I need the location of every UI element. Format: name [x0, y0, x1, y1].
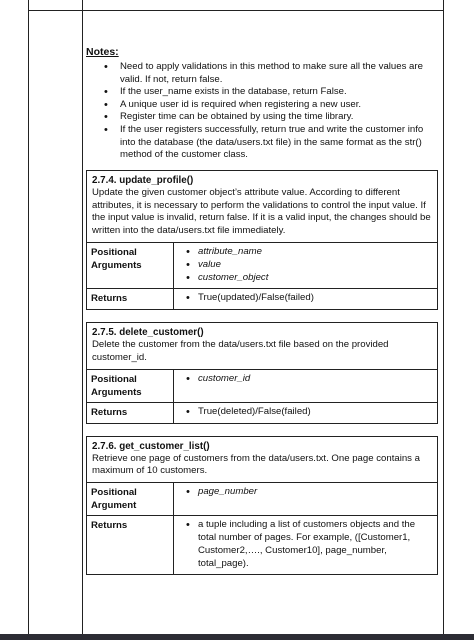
section-description: Retrieve one page of customers from the data/users.txt. One page contains a maximum of 10 customers.	[92, 452, 420, 477]
argument-item: • attribute_name	[178, 246, 433, 259]
row-value	[174, 483, 437, 515]
row-value	[174, 403, 437, 423]
notes-list	[86, 61, 438, 162]
notes-item: • A unique user id is required when registering a new user.	[86, 99, 438, 112]
returns-row	[87, 289, 437, 309]
notes-item: • If the user registers successfully, return true and write the customer info into the database (the data/users.txt file) in the same format as the str() method of the customer class.	[86, 124, 438, 162]
arguments-row	[87, 483, 437, 516]
frame-column-divider	[82, 0, 83, 634]
notes-item: • Register time can be obtained by using the time library.	[86, 111, 438, 124]
returns-row	[87, 516, 437, 574]
row-label: Positional Arguments	[87, 243, 174, 288]
argument-item: • page_number	[178, 486, 433, 499]
row-value	[174, 516, 437, 574]
arguments-row	[87, 243, 437, 289]
row-label: Positional Argument	[87, 483, 174, 515]
section-delete-customer	[86, 322, 438, 423]
return-item: • True(deleted)/False(failed)	[178, 406, 433, 419]
section-header	[87, 437, 437, 484]
section-title: 2.7.6. get_customer_list()	[92, 440, 210, 452]
row-label: Returns	[87, 516, 174, 574]
notes-item: • If the user_name exists in the database, return False.	[86, 86, 438, 99]
section-header	[87, 171, 437, 243]
section-update-profile	[86, 170, 438, 310]
return-item: • True(updated)/False(failed)	[178, 292, 433, 305]
notes-item: • Need to apply validations in this method to make sure all the values are valid. If not, return false.	[86, 61, 438, 86]
section-title: 2.7.4. update_profile()	[92, 174, 194, 186]
row-value	[174, 370, 437, 402]
section-title: 2.7.5. delete_customer()	[92, 327, 204, 339]
row-label: Returns	[87, 289, 174, 309]
frame-right-border	[443, 0, 444, 634]
section-get-customer-list	[86, 436, 438, 576]
row-label: Returns	[87, 403, 174, 423]
returns-row	[87, 403, 437, 423]
section-header	[87, 323, 437, 370]
argument-item: • value	[178, 259, 433, 272]
row-value	[174, 289, 437, 309]
frame-top-border	[28, 10, 444, 11]
argument-item: • customer_id	[178, 373, 433, 386]
row-value	[174, 243, 437, 288]
frame-left-border	[28, 0, 29, 634]
notes-block	[86, 46, 438, 162]
return-item: • a tuple including a list of customers objects and the total number of pages. For example, ([Customer1, Customer2,…., Customer10], page_number, total_page).	[178, 519, 433, 570]
notes-title: Notes:	[86, 46, 119, 58]
document-content	[86, 46, 438, 575]
row-label: Positional Arguments	[87, 370, 174, 402]
arguments-row	[87, 370, 437, 403]
section-description: Delete the customer from the data/users.txt file based on the provided customer_id.	[92, 339, 389, 363]
section-description: Update the given customer object’s attribute value. According to different attributes, it is necessary to perform the validations to control the input value. If the input value is invalid, return false. If it is a valid input, the changes should be written into the data/users.txt file immediately.	[92, 186, 431, 237]
argument-item: • customer_object	[178, 272, 433, 285]
bottom-bar	[0, 634, 474, 640]
